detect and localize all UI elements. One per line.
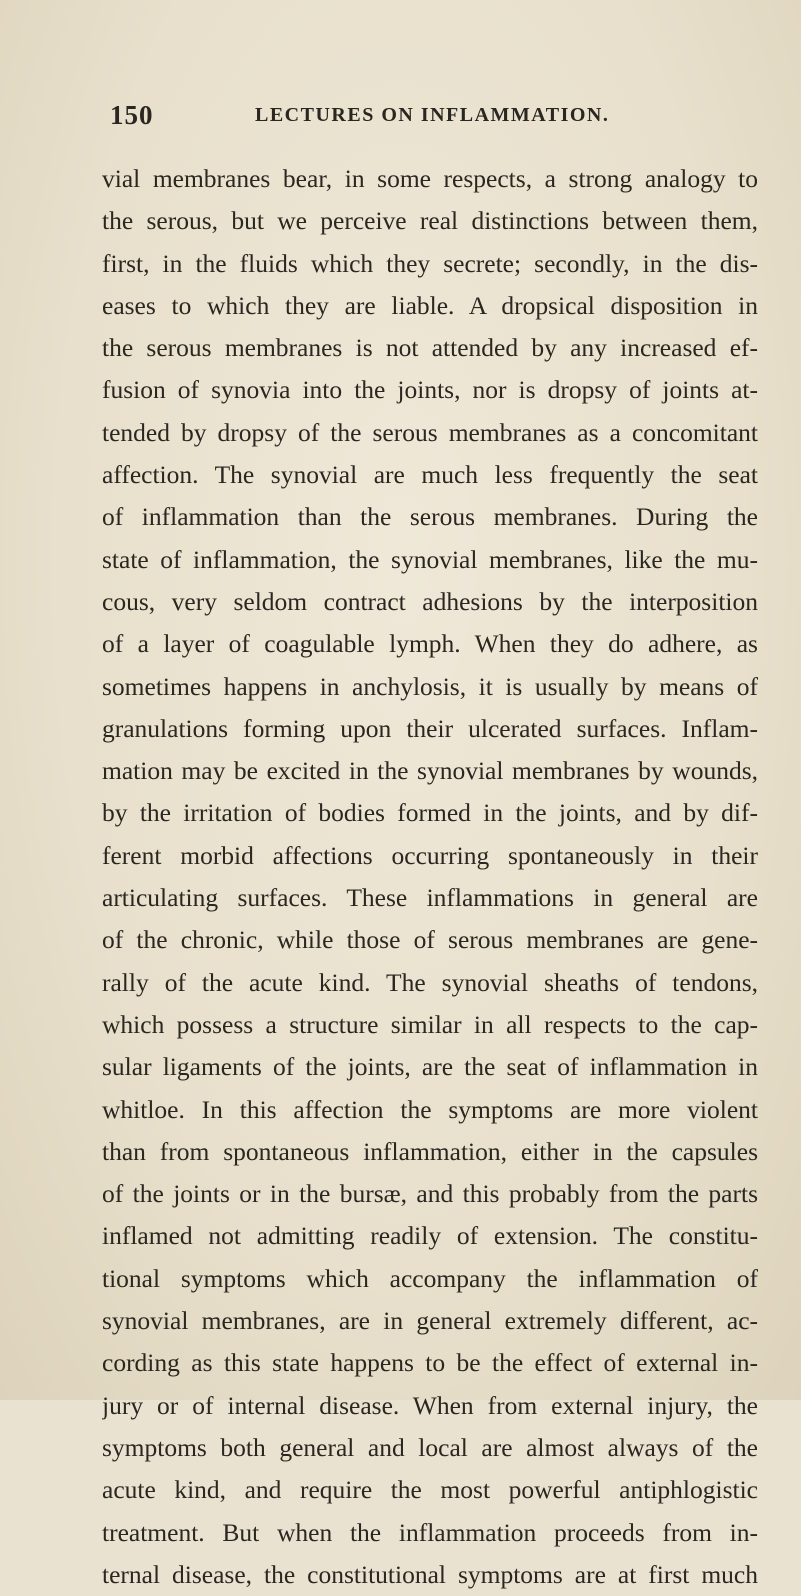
page-number: 150 [110,100,154,130]
text-line: the serous membranes is not attended by any increased ef- [102,333,758,363]
text-line: whitloe. In this affection the symptoms are more violent [102,1094,758,1124]
text-line: affection. The synovial are much less frequently the seat [102,460,758,490]
text-line: fusion of synovia into the joints, nor is dropsy of joints at- [102,375,758,405]
text-line: eases to which they are liable. A dropsical disposition in [102,290,758,320]
text-line: state of inflammation, the synovial membranes, like the mu- [102,544,758,574]
body-paragraph [102,158,758,1596]
text-line: by the irritation of bodies formed in the joints, and by dif- [102,798,758,828]
text-line: the serous, but we perceive real distinctions between them, [102,206,758,236]
text-line: rally of the acute kind. The synovial sheaths of tendons, [102,967,758,997]
text-line: cous, very seldom contract adhesions by the interposition [102,586,758,616]
text-line: of the chronic, while those of serous membranes are gene- [102,925,758,955]
text-line: first, in the fluids which they secrete; secondly, in the dis- [102,248,758,278]
running-head [110,100,750,140]
text-line: which possess a structure similar in all respects to the cap- [102,1009,758,1039]
text-line: acute kind, and require the most powerful antiphlogistic [102,1475,758,1505]
text-line: tional symptoms which accompany the inflammation of [102,1263,758,1293]
text-line: cording as this state happens to be the effect of external in- [102,1348,758,1378]
text-line: synovial membranes, are in general extremely different, ac- [102,1306,758,1336]
text-line: tended by dropsy of the serous membranes as a concomitant [102,417,758,447]
text-line: ferent morbid affections occurring spontaneously in their [102,840,758,870]
text-line: granulations forming upon their ulcerated surfaces. Inflam- [102,713,758,743]
text-line: jury or of internal disease. When from external injury, the [102,1390,758,1420]
text-line: of a layer of coagulable lymph. When they do adhere, as [102,629,758,659]
text-line: of inflammation than the serous membranes. During the [102,502,758,532]
text-line: inflamed not admitting readily of extension. The constitu- [102,1221,758,1251]
text-line: ternal disease, the constitutional symptoms are at first much [102,1559,758,1589]
text-line: of the joints or in the bursæ, and this probably from the parts [102,1179,758,1209]
text-line: sometimes happens in anchylosis, it is usually by means of [102,671,758,701]
text-line: vial membranes bear, in some respects, a strong analogy to [102,164,758,193]
text-line: than from spontaneous inflammation, either in the capsules [102,1136,758,1166]
running-title: LECTURES ON INFLAMMATION. [255,104,610,126]
text-line: mation may be excited in the synovial membranes by wounds, [102,756,758,786]
text-line: symptoms both general and local are almost always of the [102,1432,758,1462]
text-line: sular ligaments of the joints, are the seat of inflammation in [102,1052,758,1082]
text-line: treatment. But when the inflammation proceeds from in- [102,1517,758,1547]
text-line: articulating surfaces. These inflammations in general are [102,883,758,913]
